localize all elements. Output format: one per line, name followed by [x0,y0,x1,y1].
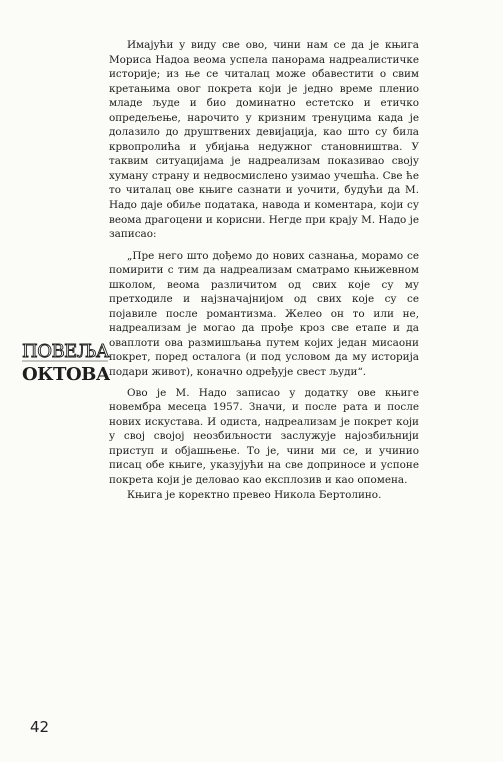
body-text [109,38,419,503]
paragraph-conclusion: Ово је М. Надо записао у додатку ове књиге новембра месеца 1957. Значи, и после рата и после нових искустава. И одиста, надреализам је покрет који у свој својој неозбиљности заслужује најозбиљнији приступ и објашњење. То је, чини ми се, и учинио писац обе књиге, указујући на све доприносе и успоне покрета који је деловао као експлозив и као опомена. [109,386,419,486]
povelja-logo-icon [20,336,110,388]
paragraph-quote: „Пре него што дођемо до нових сазнања, морамо се помирити с тим да надреализам сматрамо књижевном школом, веома различитом од свих које су му претходиле и најзначајнијом од свих које су се појавиле после романтизма. Желео он то или не, надреализам је могао да прође кроз све етапе и да оваплоти ова размишљања путем којих један мисаони покрет, поред осталога (и под условом да му историја подари живот), коначно одређује свест људи“. [109,249,419,379]
paragraph-translator-credit: Књига је коректно превео Никола Бертолино. [127,489,382,502]
paragraph-intro: Имајући у виду све ово, чини нам се да је књига Мориса Надоа веома успела панорама надреалистичке историје; из ње се читалац може обавестити о свим кретањима овог покрета који је једно време пленио младе људе и био доминатно естетско и етичко опредељење, нарочито у кризним тренуцима када је долазило до друштвених девијација, као што су била крвопролића и убијања недужног становништва. У таквим ситуацијама је надреализам показивао своју хуману страну и недвосмислено узимао учешћа. Све ће то читалац ове књиге сазнати и уочити, будући да М. Надо даје обиље података, навода и коментара, који су веома драгоцени и корисни. Негде при крају М. Надо је записао: [109,39,419,241]
logo-line-2: ОКТОВА [22,364,110,385]
page-number: 42 [30,718,50,736]
logo-line-1: ПОВЕЉА [22,341,109,362]
